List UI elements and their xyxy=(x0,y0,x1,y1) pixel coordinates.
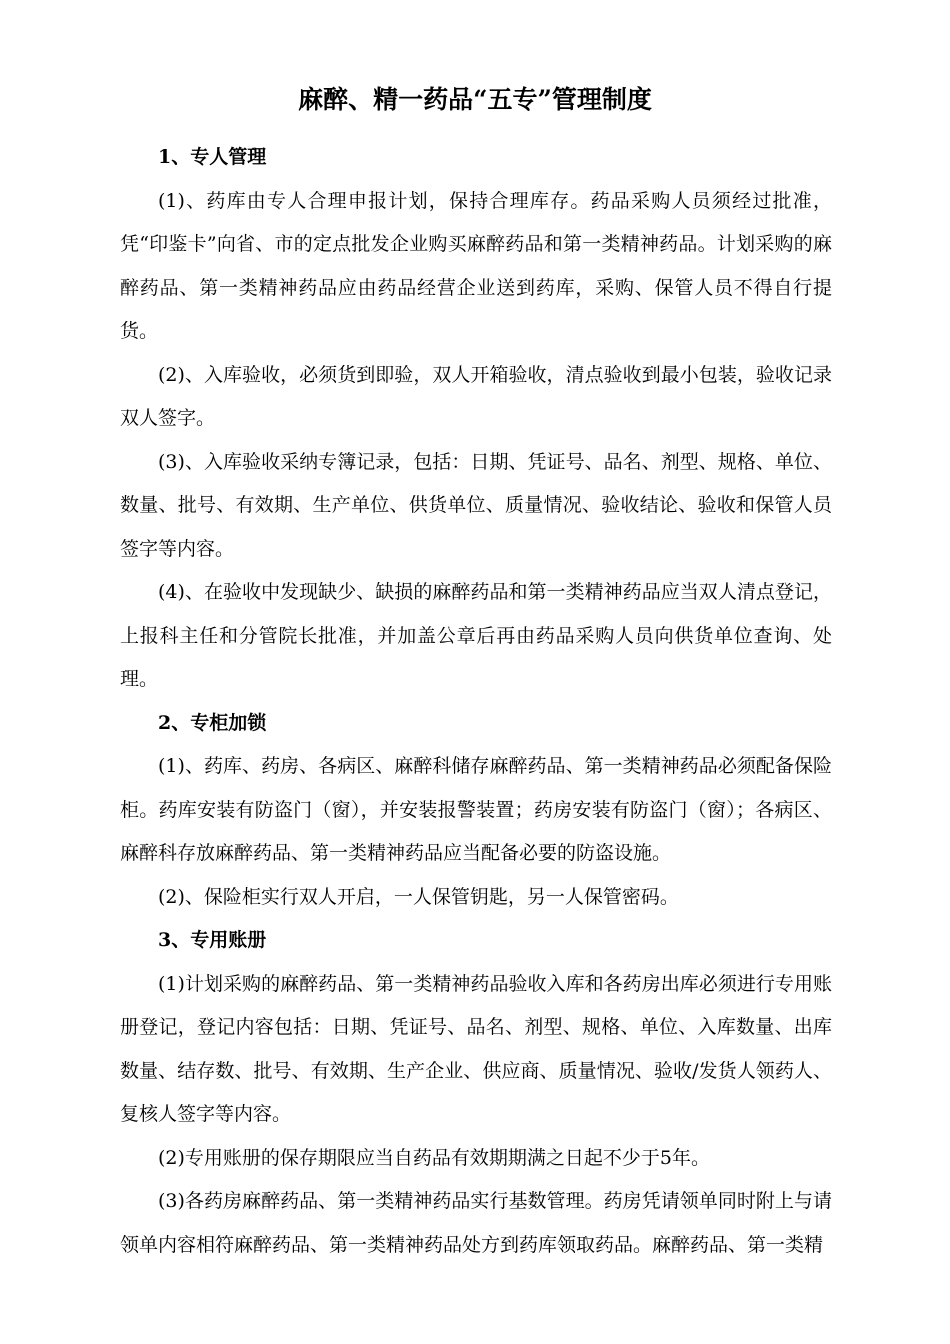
paragraph: (4)、在验收中发现缺少、缺损的麻醉药品和第一类精神药品应当双人清点登记，上报科主任和分管院长批准，并加盖公章后再由药品采购人员向供货单位查询、处理。 xyxy=(120,581,832,690)
paragraph: (1)、药库、药房、各病区、麻醉科储存麻醉药品、第一类精神药品必须配备保险柜。药库安装有防盗门（窗），并安装报警装置；药房安装有防盗门（窗）；各病区、麻醉科存放麻醉药品、第一类精神药品应当配备必要的防盗设施。 xyxy=(120,755,832,864)
paragraph: (1)、药库由专人合理申报计划，保持合理库存。药品采购人员须经过批准，凭“印鉴卡”向省、市的定点批发企业购买麻醉药品和第一类精神药品。计划采购的麻醉药品、第一类精神药品应由药品经营企业送到药库，采购、保管人员不得自行提货。 xyxy=(120,189,832,342)
paragraph: (3)、入库验收采纳专簿记录，包括：日期、凭证号、品名、剂型、规格、单位、数量、批号、有效期、生产单位、供货单位、质量情况、验收结论、验收和保管人员签字等内容。 xyxy=(120,450,832,560)
document-body xyxy=(120,136,832,1267)
document-title: 麻醉、精一药品“五专”管理制度 xyxy=(298,85,652,114)
paragraph: (1)计划采购的麻醉药品、第一类精神药品验收入库和各药房出库必须进行专用账册登记，登记内容包括：日期、凭证号、品名、剂型、规格、单位、入库数量、出库数量、结存数、批号、有效期、生产企业、供应商、质量情况、验收/发货人领药人、复核人签字等内容。 xyxy=(120,972,832,1125)
paragraph: (2)、保险柜实行双人开启，一人保管钥匙，另一人保管密码。 xyxy=(158,885,679,908)
paragraph: (2)专用账册的保存期限应当自药品有效期期满之日起不少于5年。 xyxy=(158,1146,711,1169)
section-heading: 2、专柜加锁 xyxy=(158,711,267,734)
paragraph: (3)各药房麻醉药品、第一类精神药品实行基数管理。药房凭请领单同时附上与请领单内容相符麻醉药品、第一类精神药品处方到药库领取药品。麻醉药品、第一类精 xyxy=(120,1190,832,1256)
section-heading: 1、专人管理 xyxy=(158,146,267,168)
paragraph: (2)、入库验收，必须货到即验，双人开箱验收，清点验收到最小包装，验收记录双人签字。 xyxy=(120,363,832,429)
section-heading: 3、专用账册 xyxy=(158,929,267,951)
